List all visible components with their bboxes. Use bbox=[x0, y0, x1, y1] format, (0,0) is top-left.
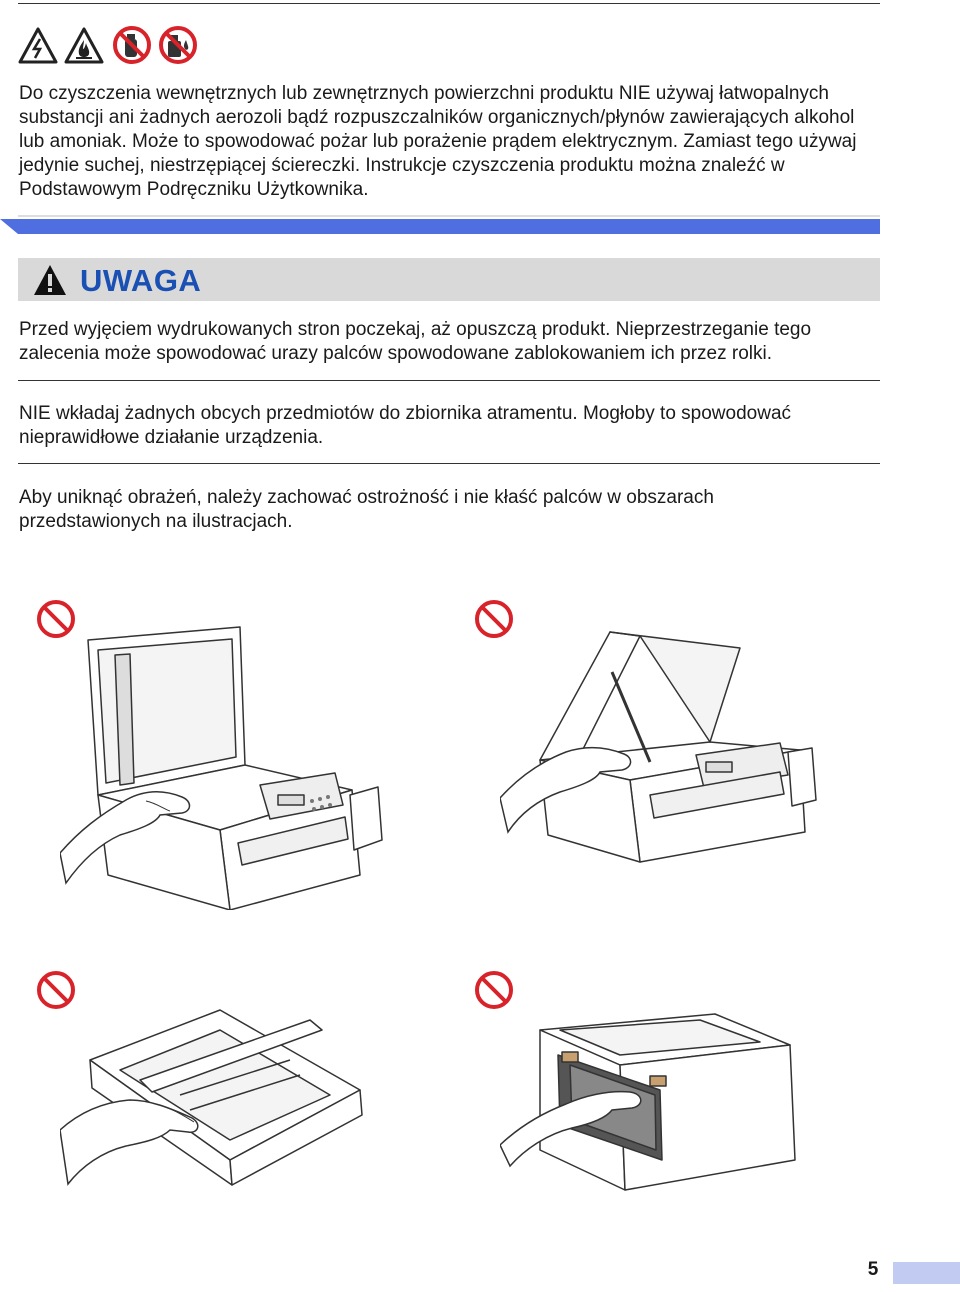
caution-item-2: NIE wkładaj żadnych obcych przedmiotów do zbiornika atramentu. Mogłoby to spowodować nieprawidłowe działanie urządzenia. bbox=[19, 403, 792, 448]
caution-item-1: Przed wyjęciem wydrukowanych stron poczekaj, aż opuszczą produkt. Nieprzestrzeganie tego zalecenia może spowodować urazy palców spowodowane zablokowaniem ich przez rolki. bbox=[19, 319, 812, 364]
section-divider-band bbox=[0, 214, 880, 234]
warning-icons bbox=[18, 25, 198, 65]
no-flammable-spray-icon bbox=[115, 28, 149, 62]
caution-divider-2 bbox=[18, 463, 880, 464]
warning-text: Do czyszczenia wewnętrznych lub zewnętrznych powierzchni produktu NIE używaj łatwopalnych substancji ani żadnych aerozoli bądź rozpuszczalników organicznych/płynów zawierających alkohol lub amoniak. Może to spowodować pożar lub porażenie prądem elektrycznym. Zamiast tego używaj jedynie suchej, niestrzępiącej ściereczki. Instrukcje czyszczenia produktu można znaleźć w Podstawowym Podręczniku Użytkownika. bbox=[19, 83, 857, 200]
top-rule bbox=[18, 3, 880, 4]
hand-under-scanner-cover-illustration bbox=[500, 600, 820, 870]
caution-divider-1 bbox=[18, 380, 880, 381]
fire-hazard-warning-icon bbox=[66, 29, 102, 62]
caution-title: UWAGA bbox=[80, 263, 202, 298]
electric-shock-warning-icon bbox=[20, 29, 56, 62]
caution-triangle-icon bbox=[32, 263, 68, 297]
page-tab-marker bbox=[893, 1262, 960, 1284]
no-alcohol-solvent-icon bbox=[161, 28, 195, 62]
hand-under-scanner-lid-illustration bbox=[60, 625, 400, 910]
hand-in-paper-tray-illustration bbox=[60, 1000, 380, 1205]
page-number: 5 bbox=[867, 1259, 879, 1280]
caution-item-3: Aby uniknąć obrażeń, należy zachować ostrożność i nie kłaść palców w obszarach przedstawionych na ilustracjach. bbox=[19, 487, 714, 532]
hand-inside-printer-illustration bbox=[500, 1000, 810, 1200]
